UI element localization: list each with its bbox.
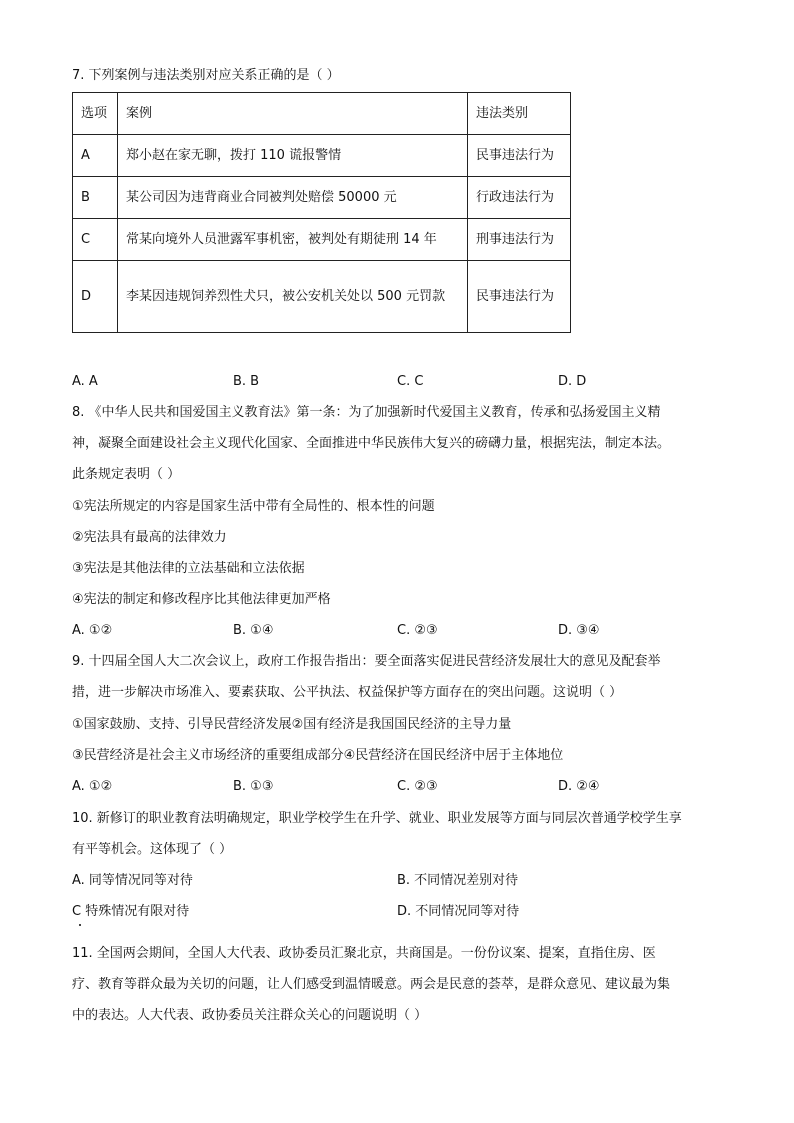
q9-stem-line-2: 措，进一步解决市场准入、要素获取、公平执法、权益保护等方面存在的突出问题。这说明（ ）	[72, 685, 623, 700]
q8-item-1: ①宪法所规定的内容是国家生活中带有全局性的、根本性的问题	[72, 499, 435, 514]
row-case: 李某因违规饲养烈性犬只，被公安机关处以 500 元罚款	[118, 261, 468, 333]
q8-choice-c[interactable]: C. ②③	[397, 623, 438, 638]
q9-choice-a[interactable]: A. ①②	[72, 779, 113, 794]
header-option: 选项	[73, 93, 118, 135]
q7-choice-c[interactable]: C. C	[397, 374, 424, 389]
q7-choice-d[interactable]: D. D	[558, 374, 587, 389]
q10-stem-line-1: 10. 新修订的职业教育法明确规定，职业学校学生在升学、就业、职业发展等方面与同层次普通学校学生享	[72, 811, 682, 826]
row-case: 郑小赵在家无聊，拨打 110 谎报警情	[118, 135, 468, 177]
table-row	[73, 261, 571, 333]
row-option: A	[73, 135, 118, 177]
row-type: 民事违法行为	[468, 261, 571, 333]
q8-choice-a[interactable]: A. ①②	[72, 623, 113, 638]
q11-stem-line-1: 11. 全国两会期间，全国人大代表、政协委员汇聚北京，共商国是。一份份议案、提案，直指住房、医	[72, 946, 656, 961]
q8-item-3: ③宪法是其他法律的立法基础和立法依据	[72, 561, 305, 576]
table-row	[73, 219, 571, 261]
header-case: 案例	[118, 93, 468, 135]
q9-item-1: ①国家鼓励、支持、引导民营经济发展②国有经济是我国国民经济的主导力量	[72, 717, 512, 732]
q9-choice-c[interactable]: C. ②③	[397, 779, 438, 794]
q8-stem-line-2: 神，凝聚全面建设社会主义现代化国家、全面推进中华民族伟大复兴的磅礴力量，根据宪法，制定本法。	[72, 436, 671, 451]
row-option: D	[73, 261, 118, 333]
q8-choice-b[interactable]: B. ①④	[233, 623, 274, 638]
q8-stem-line-3: 此条规定表明（ ）	[72, 467, 181, 482]
row-case: 某公司因为违背商业合同被判处赔偿 50000 元	[118, 177, 468, 219]
q7-case-table	[72, 92, 571, 333]
stray-mark	[79, 924, 81, 926]
table-row	[73, 135, 571, 177]
q10-stem-line-2: 有平等机会。这体现了（ ）	[72, 842, 233, 857]
row-type: 刑事违法行为	[468, 219, 571, 261]
q9-choice-b[interactable]: B. ①③	[233, 779, 274, 794]
table-header-row	[73, 93, 571, 135]
q7-choice-b[interactable]: B. B	[233, 374, 260, 389]
q8-item-4: ④宪法的制定和修改程序比其他法律更加严格	[72, 592, 331, 607]
q9-choice-d[interactable]: D. ②④	[558, 779, 600, 794]
q7-choice-a[interactable]: A. A	[72, 374, 98, 389]
q8-stem-line-1: 8. 《中华人民共和国爱国主义教育法》第一条：为了加强新时代爱国主义教育，传承和弘扬爱国主义精	[72, 405, 661, 420]
q9-stem-line-1: 9. 十四届全国人大二次会议上，政府工作报告指出：要全面落实促进民营经济发展壮大的意见及配套举	[72, 654, 661, 669]
row-option: C	[73, 219, 118, 261]
row-type: 民事违法行为	[468, 135, 571, 177]
q11-stem-line-2: 疗、教育等群众最为关切的问题，让人们感受到温情暖意。两会是民意的荟萃，是群众意见、建议最为集	[72, 977, 671, 992]
table-row	[73, 177, 571, 219]
q10-choice-d[interactable]: D. 不同情况同等对待	[397, 904, 520, 919]
row-option: B	[73, 177, 118, 219]
row-case: 常某向境外人员泄露军事机密，被判处有期徒刑 14 年	[118, 219, 468, 261]
q10-choice-b[interactable]: B. 不同情况差别对待	[397, 873, 519, 888]
q10-choice-a[interactable]: A. 同等情况同等对待	[72, 873, 193, 888]
row-type: 行政违法行为	[468, 177, 571, 219]
q7-stem: 7. 下列案例与违法类别对应关系正确的是（ ）	[72, 68, 340, 83]
q10-choice-c[interactable]: C 特殊情况有限对待	[72, 904, 190, 919]
q8-choice-d[interactable]: D. ③④	[558, 623, 600, 638]
q11-stem-line-3: 中的表达。人大代表、政协委员关注群众关心的问题说明（ ）	[72, 1008, 428, 1023]
header-type: 违法类别	[468, 93, 571, 135]
q8-item-2: ②宪法具有最高的法律效力	[72, 530, 227, 545]
q9-item-2: ③民营经济是社会主义市场经济的重要组成部分④民营经济在国民经济中居于主体地位	[72, 748, 564, 763]
